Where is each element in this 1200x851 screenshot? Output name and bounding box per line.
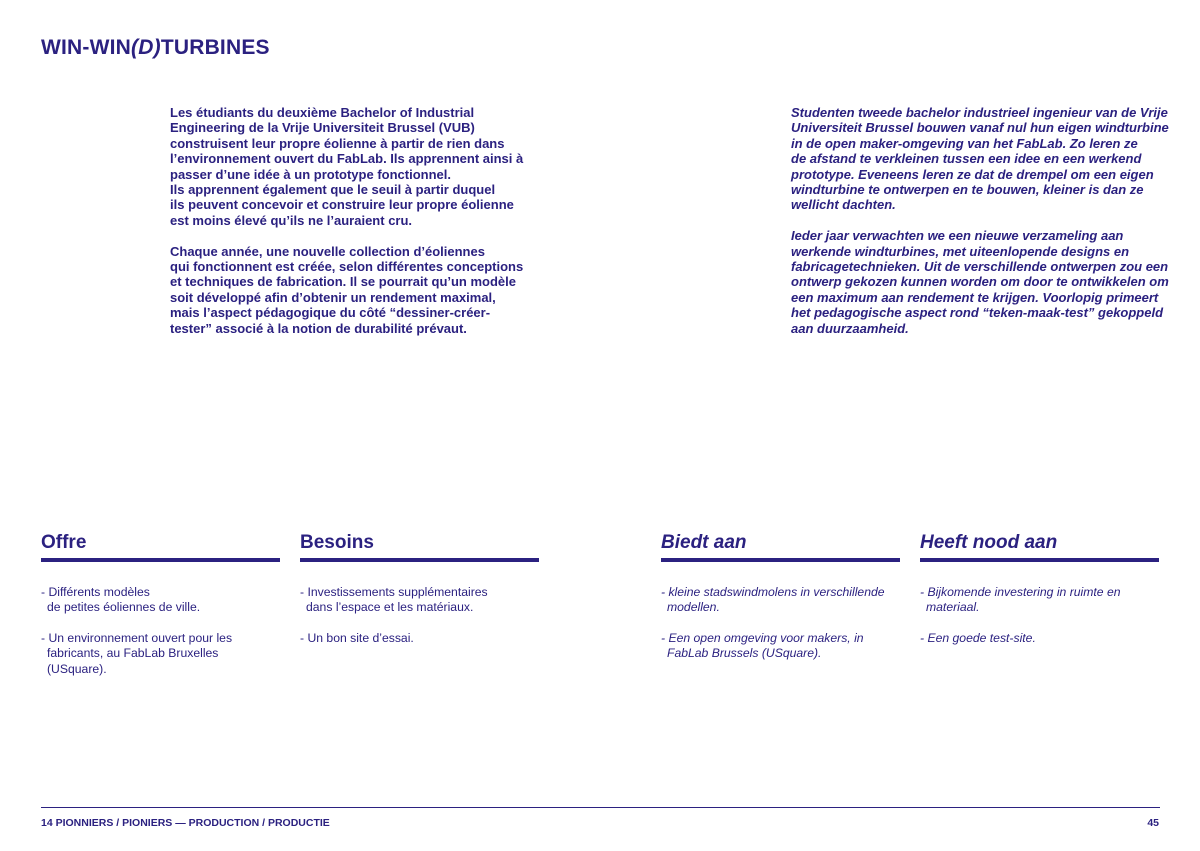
besoins-list [300,585,539,646]
offre-heading: Offre [41,531,280,562]
biedt-aan-list [661,585,900,662]
besoins-box [300,531,539,661]
title-part-3: TURBINES [160,36,270,59]
list-item: - kleine stadswindmolens in verschillende modellen. [661,585,885,615]
biedt-aan-heading: Biedt aan [661,531,900,562]
title-part-1: WIN-WIN [41,36,132,59]
list-item: - Bijkomende investering in ruimte en materiaal. [920,585,1121,615]
list-item: - Een goede test-site. [920,630,1036,645]
besoins-heading: Besoins [300,531,539,562]
footer-divider [41,807,1160,808]
dutch-paragraph-1: Studenten tweede bachelor industrieel ingenieur van de Vrije Universiteit Brussel bouwen vanaf nul hun eigen windturbine in de open maker-omgeving van het FabLab. Zo leren ze de afstand te verkleinen tussen een idee en een werkend prototype. Eveneens leren ze dat de drempel om een eigen windturbine te ontwerpen en te bouwen, kleiner is dan ze wellicht dachten. [791,105,1169,213]
dutch-text-column [791,105,1176,336]
biedt-aan-box [661,531,900,677]
list-item: - Een open omgeving voor makers, in FabLab Brussels (USquare). [661,630,864,661]
page-number: 45 [1147,817,1159,829]
heeft-nood-aan-heading: Heeft nood aan [920,531,1159,562]
french-paragraph-1: Les étudiants du deuxième Bachelor of Industrial Engineering de la Vrije Universiteit Brussel (VUB) construisent leur propre éolienne à partir de rien dans l’environnement ouvert du FabLab. Ils apprennent ainsi à passer d’une idée à un prototype fonctionnel. Ils apprennent également que le seuil à partir duquel ils peuvent concevoir et construire leur propre éolienne est moins élevé qu’ils ne l’auraient cru. [170,105,524,228]
list-item: - Investissements supplémentaires dans l’espace et les matériaux. [300,585,488,615]
footer-section-title: 14 PIONNIERS / PIONIERS — PRODUCTION / PRODUCTIE [41,817,330,829]
offre-box [41,531,280,692]
list-item: - Un environnement ouvert pour les fabricants, au FabLab Bruxelles (USquare). [41,630,233,676]
dutch-paragraph-2: Ieder jaar verwachten we een nieuwe verzameling aan werkende windturbines, met uiteenlopende designs en fabricagetechnieken. Uit de verschillende ontwerpen zou een ontwerp gekozen kunnen worden om door te ontwikkelen om een maximum aan rendement te krijgen. Voorlopig primeert het pedagogische aspect rond “teken-maak-test” gekoppeld aan duurzaamheid. [791,228,1169,336]
title-part-2: (D) [131,36,161,59]
french-paragraph-2: Chaque année, une nouvelle collection d’éoliennes qui fonctionnent est créée, selon différentes conceptions et techniques de fabrication. Il se pourrait qu’un modèle soit développé afin d’obtenir un rendement maximal, mais l’aspect pédagogique du côté “dessiner-créer- tester” associé à la notion de durabilité prévaut. [170,243,524,336]
page-title [41,36,270,60]
heeft-nood-aan-box [920,531,1159,661]
list-item: - Différents modèles de petites éoliennes de ville. [41,585,201,615]
list-item: - Un bon site d’essai. [300,630,414,645]
offre-list [41,585,280,677]
french-text-column [170,105,560,336]
heeft-nood-aan-list [920,585,1159,646]
